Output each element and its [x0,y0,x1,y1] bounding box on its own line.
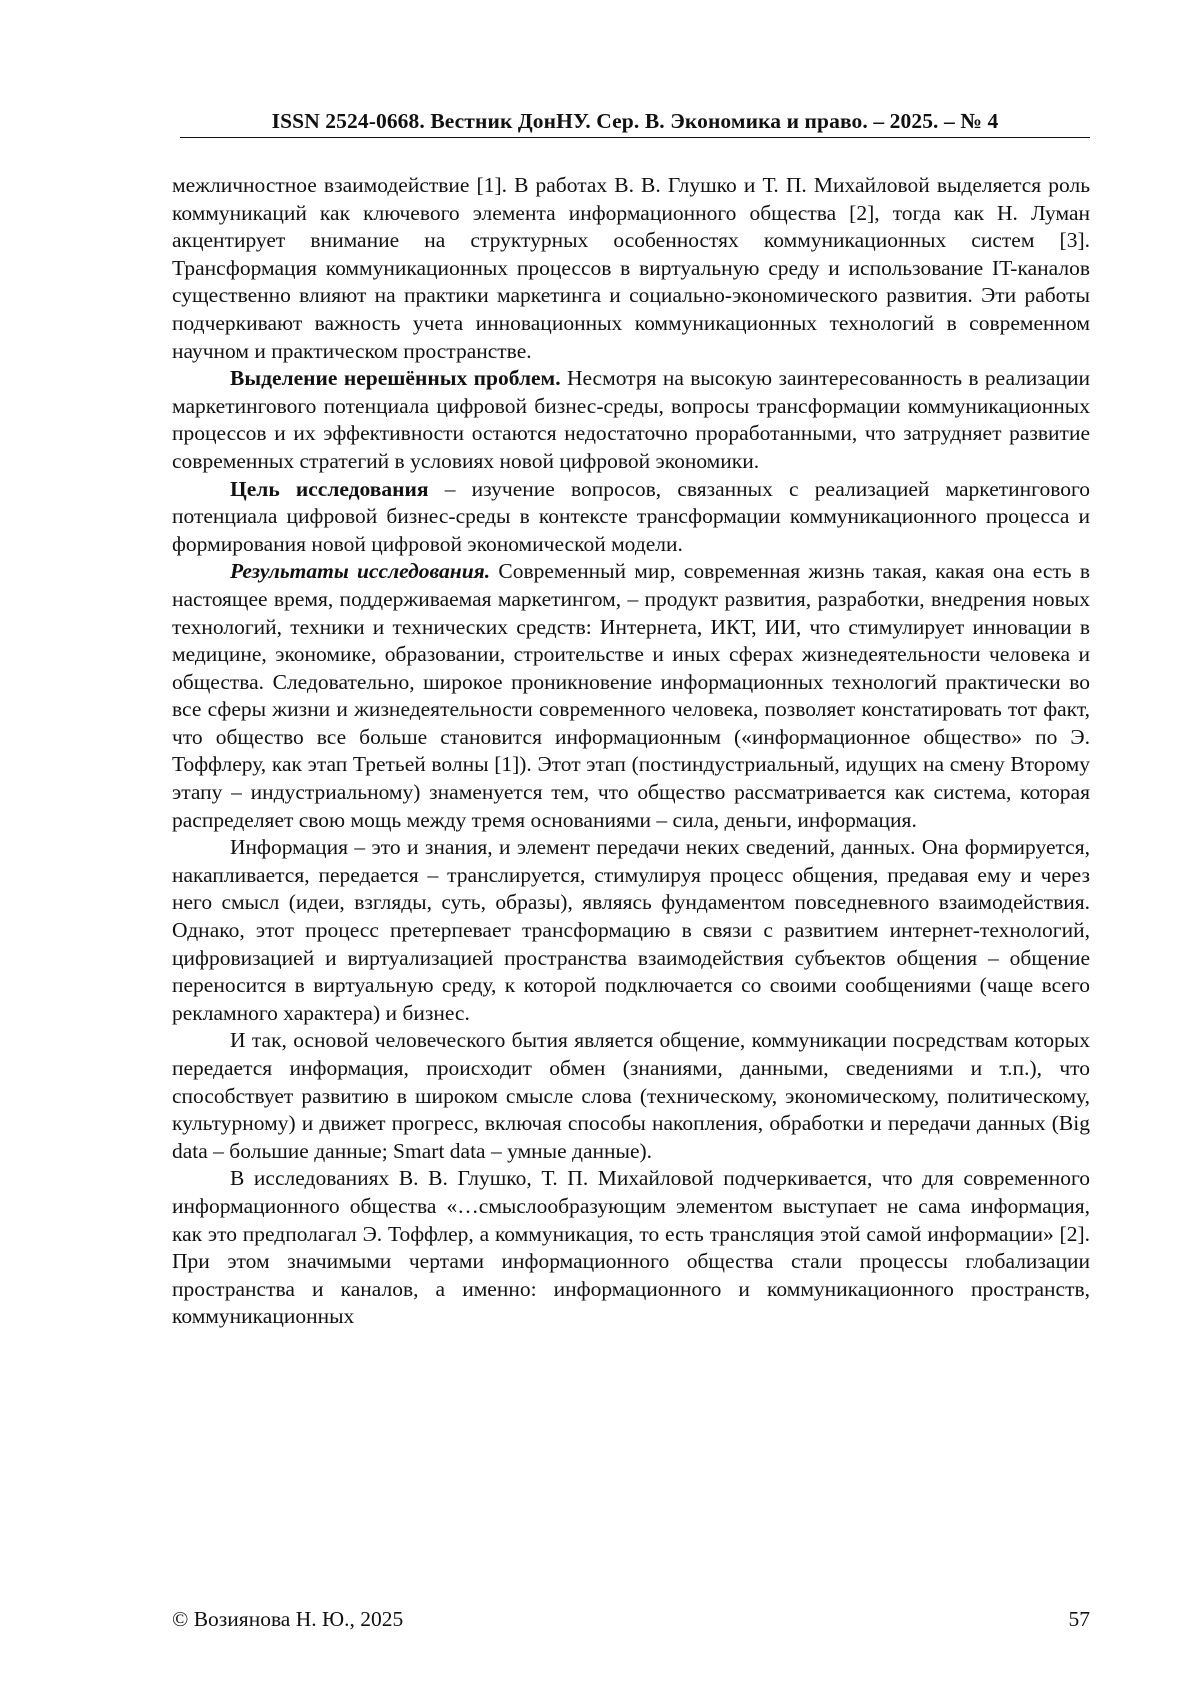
paragraph-6 [172,1027,1090,1165]
section-lead-research-goal: Цель исследования [230,476,429,501]
paragraph-text: – изучение вопросов, связанных с реализацией маркетингового потенциала цифровой бизнес-среды в контексте трансформации коммуникационного процесса и формирования новой цифровой экономической модели. [172,476,1090,556]
section-lead-research-results: Результаты исследования. [230,559,491,584]
journal-header: ISSN 2524-0668. Вестник ДонНУ. Сер. В. Экономика и право. – 2025. – № 4 [271,109,999,133]
paragraph-text: Несмотря на высокую заинтересованность в реализации маркетингового потенциала цифровой бизнес-среды, вопросы трансформации коммуникационных процессов и их эффективности остаются недостаточно проработанными, что затрудняет развитие современных стратегий в условиях новой цифровой экономики. [172,366,1090,473]
header-rule [180,137,1090,138]
paragraph-text: В исследованиях В. В. Глушко, Т. П. Михайловой подчеркивается, что для современного информационного общества «…смыслообразующим элементом выступает не сама информация, как это предполагал Э. Тоффлер, а коммуникация, то есть трансляция этой самой информации» [2]. При этом значимыми чертами информационного общества стали процессы глобализации пространства и каналов, а именно: информационного и коммуникационного пространств, коммуникационных [172,1166,1090,1329]
section-lead-unsolved-problems: Выделение нерешённых проблем. [230,366,561,391]
paragraph-text: Современный мир, современная жизнь такая, какая она есть в настоящее время, поддерживаемая маркетингом, – продукт развития, разработки, внедрения новых технологий, техники и технических средств: Интернета, ИКТ, ИИ, что стимулирует инновации в медицине, экономике, образовании, строительстве и иных сферах жизнедеятельности человека и общества. Следовательно, широкое проникновение информационных технологий практически во все сферы жизни и жизнедеятельности современного человека, позволяет констатировать тот факт, что общество все больше становится информационным («информационное общество» по Э. Тоффлеру, как этап Третьей волны [1]). Этот этап (постиндустриальный, идущих на смену Второму этапу – индустриальному) знаменуется тем, что общество рассматривается как система, которая распределяет свою мощь между тремя основаниями – сила, деньги, информация. [172,559,1090,832]
paragraph-1 [172,172,1090,365]
paragraph-text: Информация – это и знания, и элемент передачи неких сведений, данных. Она формируется, накапливается, передается – транслируется, стимулируя процесс общения, предавая ему и через него смысл (идеи, взгляды, суть, образы), являясь фундаментом повседневного взаимодействия. Однако, этот процесс претерпевает трансформацию в связи с развитием интернет-технологий, цифровизацией и виртуализацией пространства взаимодействия субъектов общения – общение переносится в виртуальную среду, к которой подключается со своими сообщениями (чаще всего рекламного характера) и бизнес. [172,835,1090,1025]
paragraph-unsolved-problems [172,365,1090,475]
paragraph-research-results [172,558,1090,834]
paragraph-text: межличностное взаимодействие [1]. В работах В. В. Глушко и Т. П. Михайловой выделяется роль коммуникаций как ключевого элемента информационного общества [2], тогда как Н. Луман акцентирует внимание на структурных особенностях коммуникационных систем [3]. Трансформация коммуникационных процессов в виртуальную среду и использование IT-каналов существенно влияют на практики маркетинга и социально-экономического развития. Эти работы подчеркивают важность учета инновационных коммуникационных технологий в современном научном и практическом пространстве. [172,173,1090,363]
page-number: 57 [1068,1607,1090,1631]
article-body [172,172,1090,1331]
paragraph-research-goal [172,476,1090,559]
paragraph-5 [172,834,1090,1027]
paragraph-7 [172,1165,1090,1331]
paragraph-text: И так, основой человеческого бытия является общение, коммуникации посредствам которых передается информация, происходит обмен (знаниями, данными, сведениями и т.п.), что способствует развитию в широком смысле слова (техническому, экономическому, политическому, культурному) и движет прогресс, включая способы накопления, обработки и передачи данных (Big data – большие данные; Smart data – умные данные). [172,1028,1090,1163]
copyright-footer: © Возиянова Н. Ю., 2025 [172,1607,404,1631]
